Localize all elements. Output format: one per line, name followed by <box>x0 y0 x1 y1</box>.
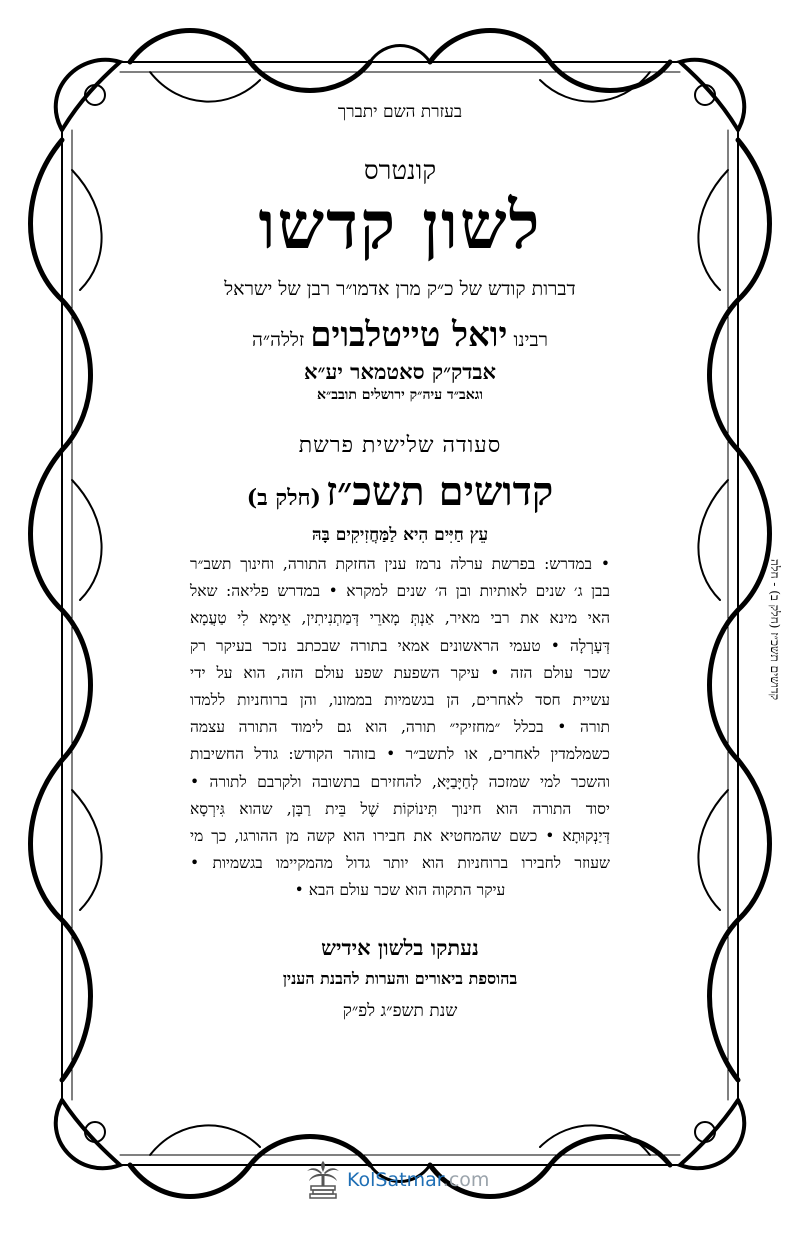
parsha-line <box>190 468 610 515</box>
additions-note: בהוספת ביאורים והערות להבנת הענין <box>282 968 518 988</box>
year-line: שנת תשפ״ג לפ״ק <box>342 1000 458 1021</box>
summary-line: יסוד התורה הוא חינוך תִּינוֹקוֹת שֶׁל בֵּית רַבָּן, שהוא גִּירְסָא <box>190 799 610 818</box>
summary-text <box>190 551 610 905</box>
logo-ext: .com <box>442 1169 490 1191</box>
author-suffix: זללה״ה <box>252 328 305 351</box>
summary-line: האי מינא את רבי מאיר, אַנְתְּ מָארֵי דְּמַתְנִיתִין, אֵימָא לִי טַעֲמָא <box>190 609 610 628</box>
opening-blessing: בעזרת השם יתברך <box>337 102 463 122</box>
summary-line: דְּעָרְלָה • טעמי הראשונים אמאי בתורה שבכתב נזכר בעיקר רק <box>190 636 610 655</box>
palm-tree-books-icon <box>305 1161 341 1199</box>
parsha-name: קדושים תשכ״ז <box>326 467 554 515</box>
summary-line: • במדרש: בפרשת ערלה נרמז ענין החזקת התורה, וחינוך תשב״ר <box>190 554 610 573</box>
seuda-label: סעודה שלישית פרשת <box>298 432 502 458</box>
summary-line: והשכר למי שמזכה לְחַיָּבַיָּא, להחזירם בתשובה ולקרבם לתורה • <box>190 772 610 791</box>
author-prefix: רבינו <box>513 328 548 351</box>
kuntres-label: קונטרס <box>363 156 437 186</box>
summary-line: בבן ג׳ שנים לאותיות ובן ה׳ שנים למקרא • במדרש פליאה: שאל <box>190 582 610 601</box>
author-line <box>190 315 610 355</box>
translated-note: נעתקו בלשון אידיש <box>321 934 479 960</box>
summary-line: עיקר התקוה הוא שכר עולם הבא • <box>294 881 506 900</box>
summary-line: כשמלמדין לאחרים, או לתשב״ר • בזוהר הקודש: גודל החשיבות <box>190 745 610 764</box>
summary-line: תורה • בכלל ״מחזיקי״ תורה, הוא גם לימוד התורה עצמה <box>190 718 610 737</box>
author-name: יואל טייטלבוים <box>310 314 508 355</box>
author-subtitle: וגאב״ד עיה״ק ירושלים תובב״א <box>317 386 483 403</box>
summary-line: שכר עולם הזה • עיקר השפעת שפע עולם הזה, הוא על ידי <box>190 663 610 682</box>
chelek-label: (חלק ב) <box>246 484 321 511</box>
logo-text <box>347 1169 489 1191</box>
kolsatmar-logo[interactable] <box>305 1160 505 1200</box>
side-caption: קדושים תשכ״ז (חלק ב) - חלה <box>768 558 782 700</box>
author-intro: דברות קודש של כ״ק מרן אדמו״ר רבן של ישראל <box>224 277 576 300</box>
summary-line: דְּיַנְקוּתָא • כשם שהמחטיא את חבירו הוא קשה מן ההורגו, כך מי <box>190 826 610 845</box>
main-title: לשון קדשו <box>258 186 542 264</box>
verse-quote: עֵץ חַיִּים הִיא לַמַּחֲזִיקִים בָּהּ <box>311 524 489 545</box>
logo-main: KolSatmar <box>347 1169 443 1191</box>
summary-line: שעוזר לחבירו ברוחניות הוא יותר גדול מהמקיימו בגשמיות • <box>190 854 610 873</box>
title-page-content <box>190 100 610 1021</box>
summary-line: עשיית חסד לאחרים, הן בגשמיות בממונו, והן ברוחניות ללמדו <box>190 690 610 709</box>
author-title: אבדק״ק סאטמאר יע״א <box>304 358 496 384</box>
